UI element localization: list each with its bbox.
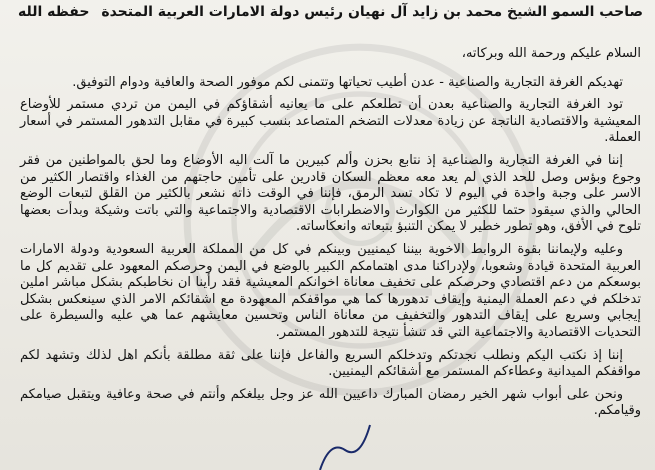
paragraph-intro: تهديكم الغرفة التجارية والصناعية - عدن أطيب تحياتها وتتمنى لكم موفور الصحة والعافية ودوام التوفيق. [72, 74, 623, 90]
paragraph-appeal: إننا إذ نكتب اليكم ونطلب نجدتكم وتدخلكم السريع والفاعل فإننا على ثقة مطلقة بأنكم اهل لذلك وتشهد لكم مواقفكم الميدانية وعطاءكم المستمر مع أشقائكم اليمنيين. [20, 347, 641, 380]
letter-header [18, 4, 643, 26]
honorific: حفظه الله [18, 4, 90, 20]
addressee-line: صاحب السمو الشيخ محمد بن زايد آل نهيان رئيس دولة الامارات العربية المتحدة [101, 4, 643, 20]
paragraph-closing: ونحن على أبواب شهر الخير رمضان المبارك داعيين الله عز وجل بيلغكم وأنتم في صحة وعافية ويتقبل صيامكم وقيامكم. [20, 386, 641, 419]
pen-stroke-icon [300, 420, 390, 470]
paragraph-request: وعليه ولإيماننا بقوة الروابط الاخوية بيننا كيمنيين وبينكم في كل من المملكة العربية السعودية ودولة الامارات العربية المتحدة قيادة وشعوبا، ولإدراكنا مدى اهتمامكم الكبير بالوضع في اليمن وحرصكم المعهود على تقديم كل ما بوسعكم من دعم اقتصادي وحرصكم على تخفيف معاناة اخوانكم المعيشية فقد رأينا ان نخاطبكم بشكل مباشر املين تدخلكم في دعم العملة اليمنية وإيقاف تدهورها كما هي مواقفكم المعهودة مع اشقائكم الامر الذي سينعكس بشكل إيجابي وسريع على إيقاف التدهور والتخفيف من معاناة الناس وتحسين معايشهم عما هي عليه والسيطرة على التحديات الاقتصادية والاجتماعية التي قد تنشأ نتيجة للتدهور المستمر. [20, 241, 641, 340]
greeting: السلام عليكم ورحمة الله وبركاته، [461, 46, 641, 61]
paragraph-concern: إننا في الغرفة التجارية والصناعية إذ نتابع بحزن وألم كبيرين ما آلت اليه الأوضاع وما لحق بالمواطنين من فقر وجوع وبؤس وصل للحد الذي لم يعد معه معظم السكان قادرين على تأمين حاجتهم من الغذاء واقتصار الكثير من الاسر على وجبة واحدة في اليوم لا تكاد تسد الرمق، فإننا في الوقت ذاته نشعر بالكثير من القلق لتبعات الوضع الحالي والذي سيقود حتما للكثير من الكوارث والاضطرابات الاقتصادية والاجتماعية والتي باتت وشيكة وبدأت بعضها تلوح في الأفق، وهو تطور خطير لا يمكن التنبؤ بتبعاته وانعكاساته. [20, 152, 641, 235]
paragraph-situation: تود الغرفة التجارية والصناعية بعدن أن تطلعكم على ما يعانيه أشقاؤكم في اليمن من تردي مستمر للأوضاع المعيشية والاقتصادية الناتجة عن زيادة معدلات التضخم المتصاعد بنسب كبيرة في مقابل التدهور المستمر في أسعار العملة. [20, 97, 641, 146]
letter-body [20, 46, 641, 426]
